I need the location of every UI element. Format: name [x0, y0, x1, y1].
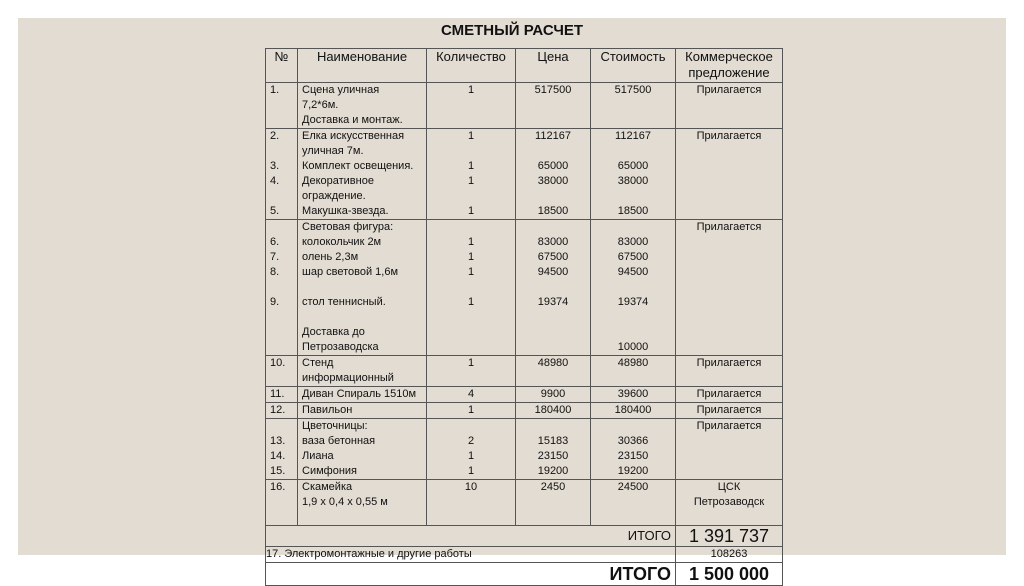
price-line: 38000 — [537, 175, 569, 187]
cell-cost — [591, 220, 676, 356]
price-line: 112167 — [535, 130, 571, 142]
name-line: колокольчик 2м — [302, 236, 382, 248]
cost-line — [591, 495, 675, 510]
price-line — [516, 280, 590, 295]
table-row — [266, 356, 783, 387]
total-row — [266, 563, 783, 586]
cost-line: 19374 — [617, 296, 649, 308]
number-line — [266, 325, 297, 340]
cost-line: 180400 — [614, 404, 652, 416]
offer-text: Прилагается — [696, 84, 762, 96]
cost-line: 112167 — [615, 130, 651, 142]
quantity-line — [427, 495, 515, 510]
price-line — [516, 495, 590, 510]
number-line: 10. — [270, 357, 286, 369]
cost-line — [591, 189, 675, 204]
number-line: 2. — [270, 130, 280, 142]
quantity-line: 1 — [467, 450, 475, 462]
cell-name — [298, 403, 427, 419]
price-line — [516, 510, 590, 525]
cell-quantity — [427, 403, 516, 419]
price-line: 65000 — [537, 160, 569, 172]
cell-number — [266, 129, 298, 220]
number-line — [266, 220, 297, 235]
name-line: Макушка-звезда. — [302, 205, 389, 217]
cell-cost — [591, 419, 676, 480]
name-line: Лиана — [302, 450, 334, 462]
quantity-line: 1 — [467, 236, 475, 248]
name-line: ограждение. — [302, 190, 366, 202]
cell-price — [516, 356, 591, 387]
cell-quantity — [427, 220, 516, 356]
cell-name — [298, 356, 427, 387]
cost-line: 94500 — [617, 266, 649, 278]
cell-price — [516, 387, 591, 403]
cost-line: 19200 — [617, 465, 649, 477]
number-line: 4. — [270, 175, 280, 187]
name-line: ваза бетонная — [302, 435, 376, 447]
cost-line: 38000 — [617, 175, 649, 187]
name-line — [298, 510, 426, 525]
quantity-line — [427, 325, 515, 340]
name-line: олень 2,3м — [302, 251, 359, 263]
name-line: Цветочницы: — [302, 420, 368, 432]
quantity-line — [427, 419, 515, 434]
cell-cost — [591, 480, 676, 526]
cell-cost — [591, 403, 676, 419]
subtotal-value: 1 391 737 — [676, 526, 783, 547]
table-row — [266, 83, 783, 129]
cost-line: 83000 — [617, 236, 649, 248]
offer-text: Прилагается — [696, 221, 762, 233]
name-line: Петрозаводска — [302, 341, 379, 353]
quantity-line — [427, 220, 515, 235]
number-line: 6. — [270, 236, 280, 248]
table-row — [266, 129, 783, 220]
cell-offer — [676, 129, 783, 220]
name-line: Декоративное — [302, 175, 374, 187]
quantity-line — [427, 113, 515, 128]
cell-number — [266, 387, 298, 403]
cell-offer — [676, 356, 783, 387]
cost-line — [591, 280, 675, 295]
name-line — [298, 310, 426, 325]
cell-quantity — [427, 387, 516, 403]
name-line: Елка искусственная — [302, 130, 405, 142]
offer-text: Прилагается — [696, 388, 762, 400]
price-line — [516, 325, 590, 340]
number-line — [266, 113, 297, 128]
quantity-line — [427, 144, 515, 159]
name-line: информационный — [302, 372, 394, 384]
quantity-line — [427, 280, 515, 295]
estimate-table — [265, 48, 783, 586]
cell-number — [266, 480, 298, 526]
extra-works-label: 17. Электромонтажные и другие работы — [266, 547, 676, 563]
table-row — [266, 419, 783, 480]
name-line: Световая фигура: — [302, 221, 394, 233]
quantity-line: 1 — [467, 205, 475, 217]
cell-name — [298, 480, 427, 526]
cell-cost — [591, 387, 676, 403]
cell-number — [266, 220, 298, 356]
number-line: 7. — [270, 251, 280, 263]
quantity-line: 1 — [467, 160, 475, 172]
number-line: 11. — [270, 388, 285, 400]
header-name: Наименование — [298, 49, 427, 83]
number-line — [266, 510, 297, 525]
cost-line: 30366 — [617, 435, 649, 447]
quantity-line — [427, 340, 515, 355]
cell-cost — [591, 129, 676, 220]
name-line — [298, 280, 426, 295]
quantity-line: 1 — [467, 465, 475, 477]
quantity-line — [427, 189, 515, 204]
number-line — [266, 419, 297, 434]
price-line: 94500 — [537, 266, 569, 278]
cell-offer — [676, 480, 783, 526]
cost-line — [591, 220, 675, 235]
price-line: 67500 — [537, 251, 569, 263]
number-line — [266, 189, 297, 204]
subtotal-label: ИТОГО — [266, 526, 676, 547]
cost-line: 39600 — [617, 388, 649, 400]
cell-name — [298, 220, 427, 356]
number-line — [266, 495, 297, 510]
price-line — [516, 371, 590, 386]
cell-cost — [591, 83, 676, 129]
name-line: Диван Спираль 1510м — [302, 388, 417, 400]
quantity-line: 2 — [467, 435, 475, 447]
cost-line: 24500 — [617, 481, 649, 493]
cost-line — [591, 310, 675, 325]
cell-offer — [676, 220, 783, 356]
cell-quantity — [427, 129, 516, 220]
number-line: 12. — [270, 404, 286, 416]
quantity-line — [427, 310, 515, 325]
price-line: 180400 — [534, 404, 572, 416]
quantity-line — [427, 510, 515, 525]
number-line: 3. — [270, 160, 280, 172]
cell-price — [516, 480, 591, 526]
name-line: стол теннисный. — [302, 296, 386, 308]
cell-name — [298, 129, 427, 220]
quantity-line: 1 — [467, 251, 475, 263]
name-line: Сцена уличная — [302, 84, 380, 96]
number-line: 9. — [270, 296, 280, 308]
offer-text: Прилагается — [696, 420, 762, 432]
price-line: 2450 — [540, 481, 566, 493]
price-line — [516, 113, 590, 128]
quantity-line: 4 — [467, 388, 475, 400]
page-title: СМЕТНЫЙ РАСЧЕТ — [440, 22, 584, 39]
cell-name — [298, 83, 427, 129]
number-line: 16. — [270, 481, 286, 493]
cost-line — [591, 371, 675, 386]
cost-line — [591, 325, 675, 340]
name-line: Скамейка — [302, 481, 353, 493]
quantity-line: 1 — [467, 404, 475, 416]
table-row — [266, 387, 783, 403]
cost-line: 10000 — [617, 341, 649, 353]
cost-line: 67500 — [617, 251, 649, 263]
cell-cost — [591, 356, 676, 387]
cost-line: 517500 — [614, 84, 652, 96]
subtotal-row — [266, 526, 783, 547]
cost-line: 23150 — [617, 450, 649, 462]
cell-quantity — [427, 480, 516, 526]
name-line: 7,2*6м. — [302, 99, 339, 111]
price-line — [516, 144, 590, 159]
quantity-line: 10 — [464, 481, 478, 493]
extra-works-value: 108263 — [676, 547, 783, 563]
cell-quantity — [427, 419, 516, 480]
table-header-row — [266, 49, 783, 83]
cell-number — [266, 356, 298, 387]
number-line: 5. — [270, 205, 280, 217]
table-row — [266, 403, 783, 419]
number-line — [266, 280, 297, 295]
cost-line — [591, 510, 675, 525]
number-line: 8. — [270, 266, 280, 278]
cell-offer — [676, 403, 783, 419]
price-line: 83000 — [537, 236, 569, 248]
cell-offer — [676, 83, 783, 129]
cell-quantity — [427, 83, 516, 129]
quantity-line: 1 — [467, 130, 475, 142]
quantity-line — [427, 98, 515, 113]
extra-works-row — [266, 547, 783, 563]
quantity-line: 1 — [467, 296, 475, 308]
number-line — [266, 340, 297, 355]
offer-text: Петрозаводск — [693, 496, 765, 508]
offer-text: Прилагается — [696, 404, 762, 416]
price-line — [516, 419, 590, 434]
quantity-line: 1 — [467, 266, 475, 278]
name-line: Доставка до — [302, 326, 365, 338]
price-line: 15183 — [537, 435, 569, 447]
price-line — [516, 340, 590, 355]
price-line: 9900 — [540, 388, 566, 400]
quantity-line — [427, 371, 515, 386]
number-line: 1. — [270, 84, 280, 96]
header-price: Цена — [516, 49, 591, 83]
price-line: 23150 — [537, 450, 569, 462]
table-row — [266, 220, 783, 356]
price-line: 18500 — [537, 205, 569, 217]
table-row — [266, 480, 783, 526]
cell-quantity — [427, 356, 516, 387]
price-line: 517500 — [534, 84, 572, 96]
number-line — [266, 98, 297, 113]
number-line — [266, 371, 297, 386]
total-value: 1 500 000 — [676, 563, 783, 586]
number-line — [266, 310, 297, 325]
header-offer: Коммерческое предложение — [676, 49, 783, 83]
cell-name — [298, 419, 427, 480]
cost-line — [591, 419, 675, 434]
price-line — [516, 189, 590, 204]
cost-line — [591, 113, 675, 128]
name-line: 1,9 х 0,4 х 0,55 м — [302, 496, 388, 508]
cost-line: 65000 — [617, 160, 649, 172]
cell-number — [266, 83, 298, 129]
number-line — [266, 144, 297, 159]
price-line — [516, 98, 590, 113]
cost-line: 48980 — [617, 357, 649, 369]
name-line: шар световой 1,6м — [302, 266, 399, 278]
total-label: ИТОГО — [266, 563, 676, 586]
header-quantity: Количество — [427, 49, 516, 83]
number-line: 15. — [270, 465, 286, 477]
cell-number — [266, 419, 298, 480]
cell-price — [516, 403, 591, 419]
name-line: Павильон — [302, 404, 353, 416]
price-line — [516, 310, 590, 325]
cell-offer — [676, 419, 783, 480]
price-line — [516, 220, 590, 235]
name-line: уличная 7м. — [302, 145, 364, 157]
offer-text: Прилагается — [696, 357, 762, 369]
header-cost: Стоимость — [591, 49, 676, 83]
quantity-line: 1 — [467, 175, 475, 187]
cell-price — [516, 129, 591, 220]
cell-price — [516, 220, 591, 356]
offer-text: ЦСК — [717, 481, 741, 493]
offer-text: Прилагается — [696, 130, 762, 142]
price-line: 19374 — [537, 296, 569, 308]
cost-line — [591, 144, 675, 159]
cell-price — [516, 419, 591, 480]
cell-offer — [676, 387, 783, 403]
name-line: Симфония — [302, 465, 357, 477]
price-line: 19200 — [537, 465, 569, 477]
price-line: 48980 — [537, 357, 569, 369]
header-number: № — [266, 49, 298, 83]
cost-line: 18500 — [617, 205, 649, 217]
cell-name — [298, 387, 427, 403]
name-line: Доставка и монтаж. — [302, 114, 403, 126]
name-line: Стенд — [302, 357, 334, 369]
number-line: 14. — [270, 450, 286, 462]
cell-number — [266, 403, 298, 419]
quantity-line: 1 — [467, 357, 475, 369]
cell-price — [516, 83, 591, 129]
name-line: Комплект освещения. — [302, 160, 414, 172]
number-line: 13. — [270, 435, 286, 447]
quantity-line: 1 — [467, 84, 475, 96]
cost-line — [591, 98, 675, 113]
